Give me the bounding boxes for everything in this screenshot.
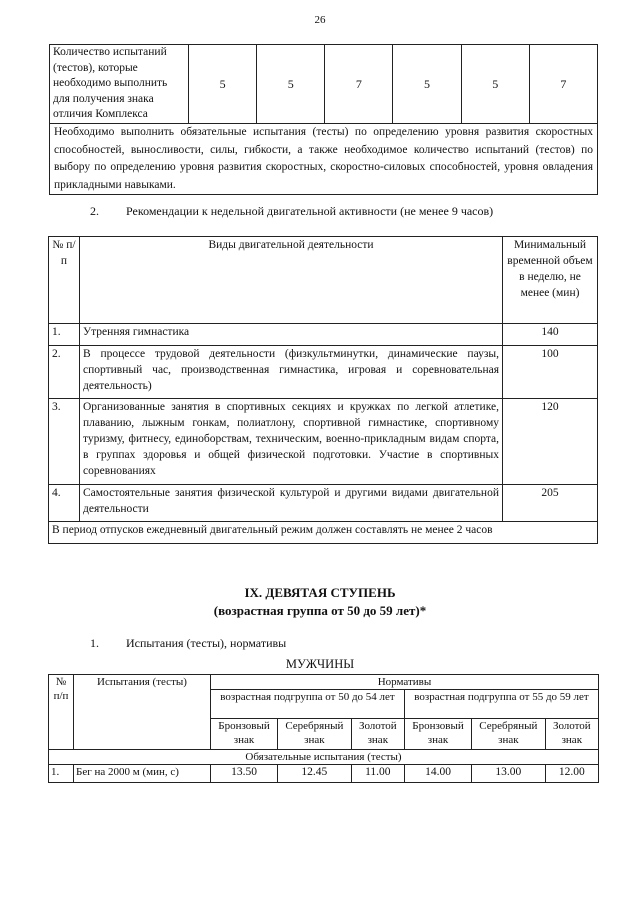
row-num: 4. [49,485,80,522]
tests-count-label: Количество испытаний (тестов), которые необходимо выполнить для получения знака отличия Комплекса [50,45,189,124]
row-text: Организованные занятия в спортивных секциях и кружках по легкой атлетике, плаванию, лыжным гонкам, полиатлону, спортивной гимнастике, спортивному туризму, фитнесу, единоборствам, техническим, военно-прикладным видам спорта, в группах здоровья и общей физической подготовки. Участие в спортивных соревнованиях [80,399,503,485]
col-header-test: Испытания (тесты) [74,675,211,750]
gender-label: МУЖЧИНЫ [285,657,355,671]
badge-header: Серебряный знак [278,719,352,750]
row-text: В процессе трудовой деятельности (физкультминутки, динамические паузы, спортивный час, производственная гимнастика, игровая и соревновательная деятельность) [80,346,503,399]
col-header-norms: Нормативы [211,675,599,690]
row-test: Бег на 2000 м (мин, с) [74,765,211,783]
norm-value: 11.00 [351,765,404,783]
row-num: 2. [49,346,80,399]
table-row [49,346,598,399]
section-title: Испытания (тесты), нормативы [126,636,287,650]
stage-title-line2: (возрастная группа от 50 до 59 лет)* [213,603,427,618]
section-heading [90,636,286,651]
col-header-num: № п/п [49,675,74,750]
tests-count-value: 5 [189,45,257,124]
norm-value: 13.50 [211,765,278,783]
table-header-row [49,675,599,690]
section-heading [90,204,493,219]
tests-count-value: 5 [461,45,529,124]
table-row [49,324,598,346]
tests-count-value: 5 [257,45,325,124]
tests-count-value: 5 [393,45,461,124]
badge-header: Золотой знак [351,719,404,750]
norm-value: 13.00 [472,765,546,783]
age-subgroup-2: возрастная подгруппа от 55 до 59 лет [404,690,598,719]
table-row [49,765,599,783]
activity-footer-note: В период отпусков ежедневный двигательный режим должен составлять не менее 2 часов [49,522,598,544]
tests-count-value: 7 [529,45,597,124]
col-header-min: Минимальный временной объем в неделю, не менее (мин) [503,237,598,324]
table-row [49,485,598,522]
row-value: 140 [503,324,598,346]
badge-header: Серебряный знак [472,719,546,750]
row-num: 1. [49,324,80,346]
norm-value: 14.00 [404,765,471,783]
badge-header: Бронзовый знак [404,719,471,750]
table-row [49,750,599,765]
row-text: Утренняя гимнастика [80,324,503,346]
section-title: Рекомендации к недельной двигательной активности (не менее 9 часов) [126,204,494,218]
table-row [49,399,598,485]
stage-title-line1: IX. ДЕВЯТАЯ СТУПЕНЬ [244,585,396,600]
row-num: 1. [49,765,74,783]
section-number: 1. [90,636,99,650]
row-text: Самостоятельные занятия физической культурой и другими видами двигательной деятельности [80,485,503,522]
row-num: 3. [49,399,80,485]
table-row [50,124,598,195]
page-number: 26 [314,14,326,26]
row-value: 205 [503,485,598,522]
stage-title [0,584,640,620]
tests-count-value: 7 [325,45,393,124]
tests-note: Необходимо выполнить обязательные испытания (тесты) по определению уровня развития скоростных способностей, выносливости, силы, гибкости, а также необходимое количество испытаний (тестов) по выбору по определению уровня развития скоростных, скоростно-силовых способностей, уровня овладения прикладными навыками. [50,124,598,195]
section-number: 2. [90,204,99,218]
table-footer-row [49,522,598,544]
table-row [50,45,598,124]
row-value: 100 [503,346,598,399]
mandatory-tests-label: Обязательные испытания (тесты) [49,750,599,765]
table-header-row [49,237,598,324]
norm-value: 12.00 [545,765,598,783]
norm-value: 12.45 [278,765,352,783]
norms-table [48,674,599,783]
age-subgroup-1: возрастная подгруппа от 50 до 54 лет [211,690,405,719]
activity-table [48,236,598,544]
col-header-type: Виды двигательной деятельности [80,237,503,324]
row-value: 120 [503,399,598,485]
badge-header: Золотой знак [545,719,598,750]
col-header-num: № п/п [49,237,80,324]
tests-count-table [49,44,598,195]
badge-header: Бронзовый знак [211,719,278,750]
